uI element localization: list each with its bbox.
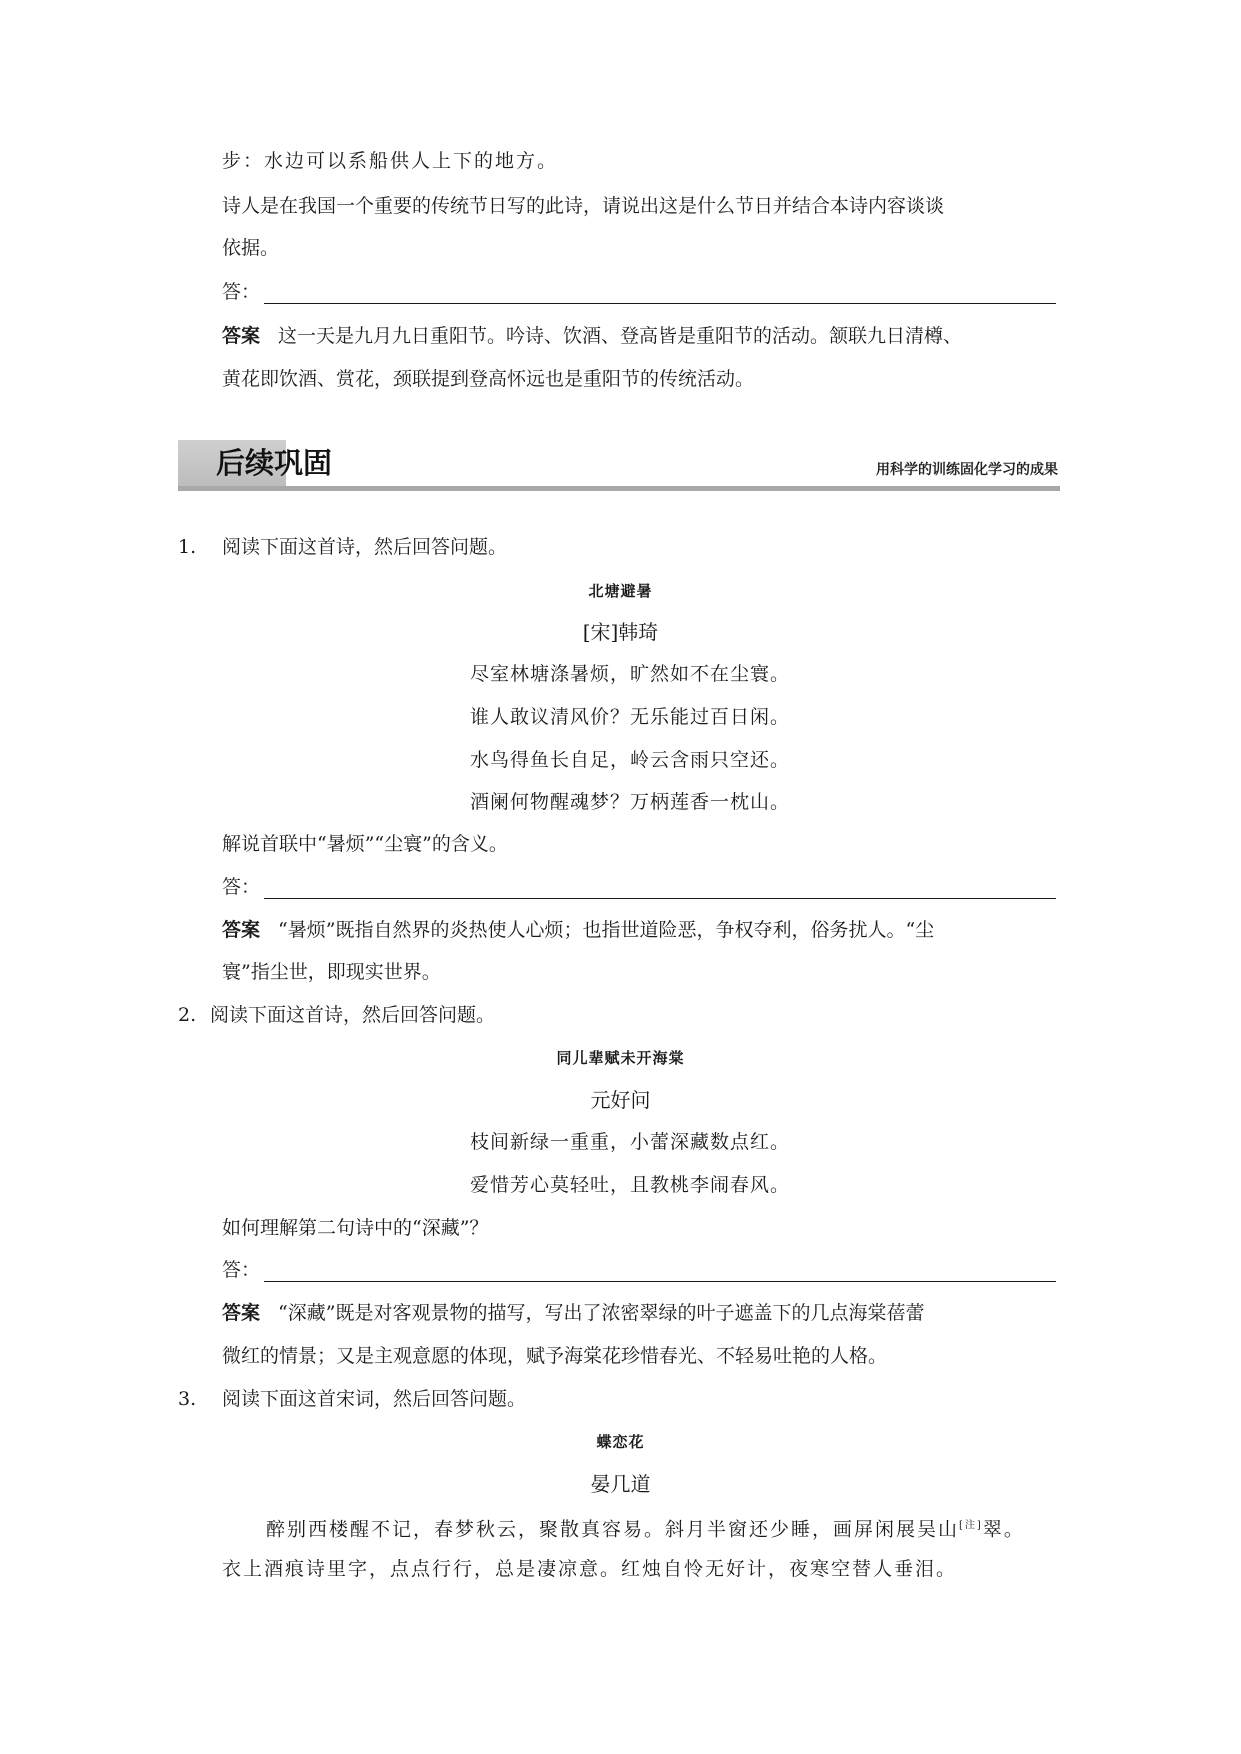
q3-author: 晏几道 — [590, 1472, 651, 1496]
poem-text-end: 翠。 — [982, 1518, 1025, 1541]
q3-poem-title: 蝶恋花 — [596, 1433, 645, 1451]
footnote-marker: [注] — [959, 1520, 983, 1531]
answer-label: 答案 — [222, 1302, 261, 1324]
question-text-cont: 依据。 — [222, 237, 280, 259]
q1-poem-title: 北塘避暑 — [588, 582, 653, 600]
answer-text — [222, 324, 962, 348]
q2-answer-text — [222, 1301, 924, 1325]
q1-prompt: 阅读下面这首诗，然后回答问题。 — [222, 536, 508, 558]
q2-poem-title: 同儿辈赋未开海棠 — [556, 1049, 685, 1067]
answer-text-cont: 黄花即饮酒、赏花，颈联提到登高怀远也是重阳节的传统活动。 — [222, 368, 755, 390]
section-subtitle: 用科学的训练固化学习的成果 — [876, 462, 1058, 478]
q2-poem-line: 爱惜芳心莫轻吐，且教桃李闹春风。 — [470, 1174, 791, 1196]
q2-answer-text-cont: 微红的情景；又是主观意愿的体现，赋予海棠花珍惜春光、不轻易吐艳的人格。 — [222, 1345, 888, 1367]
q1-poem-line: 酒阑何物醒魂梦？万柄莲香一枕山。 — [470, 791, 791, 813]
answer-line: 这一天是九月九日重阳节。吟诗、饮酒、登高皆是重阳节的活动。颔联九日清樽、 — [278, 325, 963, 347]
q2-answer-blank[interactable] — [264, 1281, 1056, 1282]
q1-poem-line: 尽室林塘涤暑烦，旷然如不在尘寰。 — [470, 663, 791, 685]
q2-poem-line: 枝间新绿一重重，小蕾深藏数点红。 — [470, 1131, 791, 1153]
q1-number: 1. — [178, 536, 197, 558]
q2-question: 如何理解第二句诗中的“深藏”？ — [222, 1217, 489, 1239]
answer-line: “暑烦”既指自然界的炎热使人心烦；也指世道险恶，争权夺利，俗务扰人。“尘 — [278, 919, 935, 941]
q3-prompt: 阅读下面这首宋词，然后回答问题。 — [222, 1388, 527, 1410]
section-title: 后续巩固 — [216, 446, 333, 480]
q3-number: 3. — [178, 1388, 197, 1410]
q1-answer-prompt: 答： — [222, 876, 261, 898]
answer-prompt: 答： — [222, 281, 261, 303]
gloss-text: 步：水边可以系船供人上下的地方。 — [222, 150, 559, 172]
answer-label: 答案 — [222, 919, 261, 941]
answer-label: 答案 — [222, 325, 261, 347]
answer-line: “深藏”既是对客观景物的描写，写出了浓密翠绿的叶子遮盖下的几点海棠蓓蕾 — [278, 1302, 925, 1324]
section-banner — [178, 440, 1060, 490]
poem-text: 醉别西楼醒不记，春梦秋云，聚散真容易。斜月半窗还少睡，画屏闲展吴山 — [266, 1518, 960, 1541]
q2-number: 2. — [178, 1004, 197, 1026]
answer-blank[interactable] — [264, 303, 1056, 304]
q3-poem-line: 衣上酒痕诗里字，点点行行，总是凄凉意。红烛自怜无好计，夜寒空替人垂泪。 — [222, 1558, 958, 1580]
banner-bar — [178, 486, 1060, 491]
q2-answer-prompt: 答： — [222, 1259, 261, 1281]
q1-poem-line: 谁人敢议清风价？无乐能过百日闲。 — [470, 706, 791, 728]
q1-author: [宋]韩琦 — [582, 620, 659, 644]
question-text: 诗人是在我国一个重要的传统节日写的此诗，请说出这是什么节日并结合本诗内容谈谈 — [222, 195, 945, 217]
q1-answer-blank[interactable] — [264, 898, 1056, 899]
q1-answer-text-cont: 寰”指尘世，即现实世界。 — [222, 961, 441, 983]
q1-poem-line: 水鸟得鱼长自足，岭云含雨只空还。 — [470, 749, 791, 771]
q2-author: 元好问 — [590, 1088, 651, 1112]
q2-prompt: 阅读下面这首诗，然后回答问题。 — [210, 1004, 496, 1026]
q1-answer-text — [222, 918, 934, 942]
q3-poem-line — [266, 1514, 1025, 1541]
q1-question: 解说首联中“暑烦”“尘寰”的含义。 — [222, 833, 508, 855]
